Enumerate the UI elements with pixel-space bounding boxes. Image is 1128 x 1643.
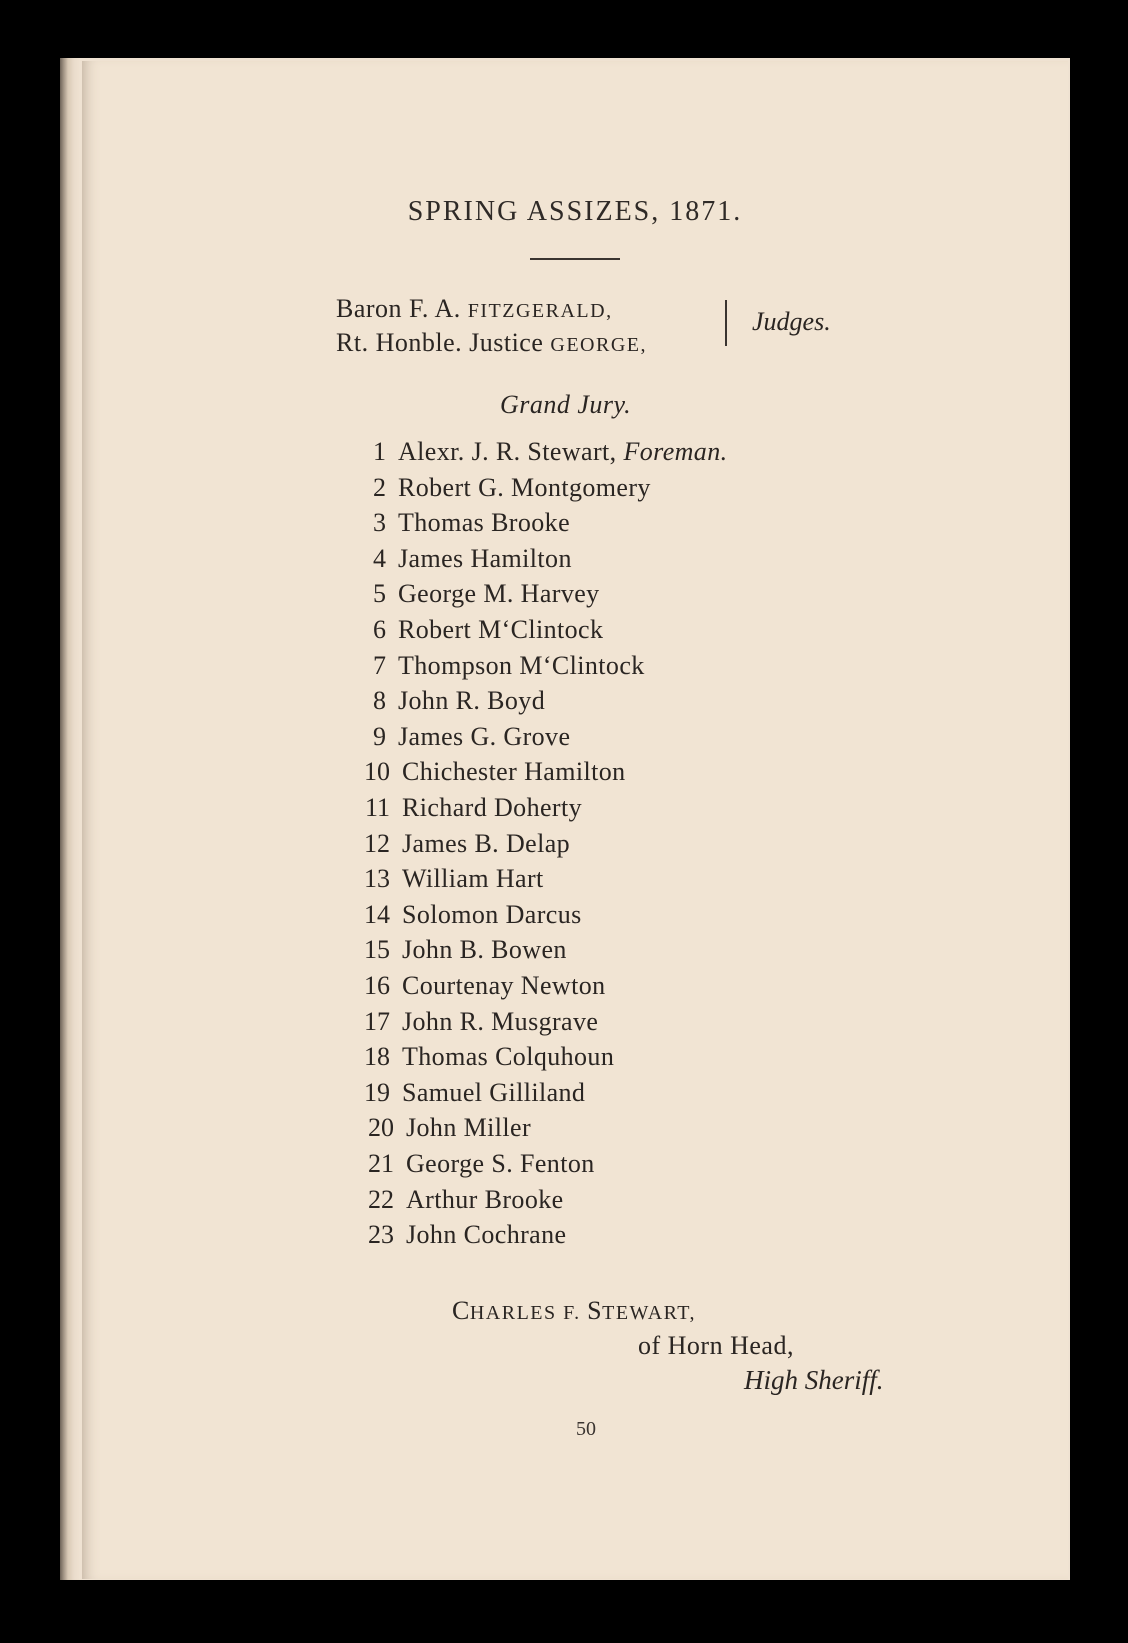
jury-member-name: John R. Boyd xyxy=(398,686,546,716)
jury-name xyxy=(406,1113,531,1143)
jury-number: 16 xyxy=(364,971,390,1000)
grand-jury-title: Grand Jury. xyxy=(500,390,632,419)
judge-1-surname: FITZGERALD, xyxy=(467,300,613,322)
jury-number: 3 xyxy=(373,508,386,538)
jury-number: 18 xyxy=(364,1042,390,1072)
jury-member-name: Richard Doherty xyxy=(402,793,583,822)
jury-number: 4 xyxy=(373,543,386,573)
jury-member-name: James G. Grove xyxy=(398,721,571,751)
jury-number: 11 xyxy=(364,793,390,822)
sheriff-title: High Sheriff. xyxy=(744,1365,884,1395)
jury-member-name: James Hamilton xyxy=(398,543,572,573)
jury-member-name: Solomon Darcus xyxy=(402,899,582,929)
jury-member-name: Thomas Brooke xyxy=(398,508,571,538)
jury-number: 8 xyxy=(373,686,386,716)
jury-number: 22 xyxy=(368,1184,394,1214)
jury-member-name: William Hart xyxy=(402,864,544,894)
jury-number: 19 xyxy=(364,1077,390,1107)
foreman-label: Foreman. xyxy=(623,437,728,466)
jury-number: 21 xyxy=(368,1149,394,1178)
sheriff-name xyxy=(452,1296,696,1326)
jury-member-name: Arthur Brooke xyxy=(406,1184,564,1214)
jury-number: 13 xyxy=(364,864,390,894)
jury-number: 12 xyxy=(364,828,390,858)
judge-1-prefix: Baron F. A. xyxy=(336,294,468,323)
jury-number: 7 xyxy=(373,650,386,680)
jury-member-name: John Miller xyxy=(406,1113,532,1143)
jury-member-name: Alexr. J. R. Stewart, xyxy=(398,437,617,466)
jury-member-name: Chichester Hamilton xyxy=(402,757,626,787)
jury-member-name: George S. Fenton xyxy=(406,1149,595,1178)
jury-name xyxy=(402,971,606,1001)
jury-number: 9 xyxy=(373,721,386,751)
jury-member-name: Thomas Colquhoun xyxy=(402,1042,615,1072)
jury-member-name: Samuel Gilliland xyxy=(402,1077,586,1107)
jury-number: 15 xyxy=(364,935,390,965)
judge-2-surname: GEORGE, xyxy=(550,334,647,356)
page-number: 50 xyxy=(576,1418,596,1440)
jury-member-name: James B. Delap xyxy=(402,828,571,858)
jury-name xyxy=(406,1185,564,1215)
jury-name xyxy=(398,615,603,645)
jury-name xyxy=(402,935,567,965)
jury-number: 17 xyxy=(364,1006,390,1036)
jury-member-name: Courtenay Newton xyxy=(402,971,606,1000)
jury-member-name: John B. Bowen xyxy=(402,935,567,965)
jury-name xyxy=(402,757,626,787)
jury-member-name: Robert M‘Clintock xyxy=(398,615,604,644)
jury-number: 6 xyxy=(373,615,386,644)
sheriff-name-rest: HARLES F. xyxy=(469,1302,588,1324)
jury-member-name: Thompson M‘Clintock xyxy=(398,650,645,680)
sheriff-surname-initial: S xyxy=(587,1296,603,1325)
jury-name xyxy=(406,1149,595,1179)
jury-name xyxy=(398,437,728,467)
jury-member-name: John R. Musgrave xyxy=(402,1006,599,1036)
jury-name xyxy=(398,508,570,538)
jury-member-name: Robert G. Montgomery xyxy=(398,472,651,502)
jury-member-name: George M. Harvey xyxy=(398,579,600,609)
jury-name xyxy=(398,651,645,681)
jury-number: 20 xyxy=(368,1113,394,1143)
page-heading: SPRING ASSIZES, 1871. xyxy=(407,196,743,227)
jury-number: 23 xyxy=(368,1220,394,1250)
jury-name xyxy=(398,544,572,574)
jury-name xyxy=(402,1042,614,1072)
jury-name xyxy=(398,722,570,752)
jury-name xyxy=(398,579,600,609)
jury-name xyxy=(406,1220,566,1250)
jury-member-name: John Cochrane xyxy=(406,1220,567,1250)
jury-number: 5 xyxy=(373,579,386,609)
jury-name xyxy=(402,829,570,859)
jury-number: 2 xyxy=(373,472,386,502)
jury-name xyxy=(402,1007,598,1037)
jury-name xyxy=(402,864,544,894)
jury-number: 1 xyxy=(373,437,386,466)
judges-label: Judges. xyxy=(752,307,831,336)
jury-name xyxy=(402,900,582,930)
jury-name xyxy=(402,1078,585,1108)
jury-number: 14 xyxy=(364,899,390,929)
jury-number: 10 xyxy=(364,757,390,787)
jury-name xyxy=(398,473,651,503)
sheriff-surname-rest: TEWART, xyxy=(602,1302,697,1324)
sheriff-place: of Horn Head, xyxy=(638,1331,794,1360)
jury-name xyxy=(402,793,582,823)
sheriff-name-initial: C xyxy=(452,1296,470,1325)
judge-2-prefix: Rt. Honble. Justice xyxy=(336,328,551,357)
jury-name xyxy=(398,686,545,716)
